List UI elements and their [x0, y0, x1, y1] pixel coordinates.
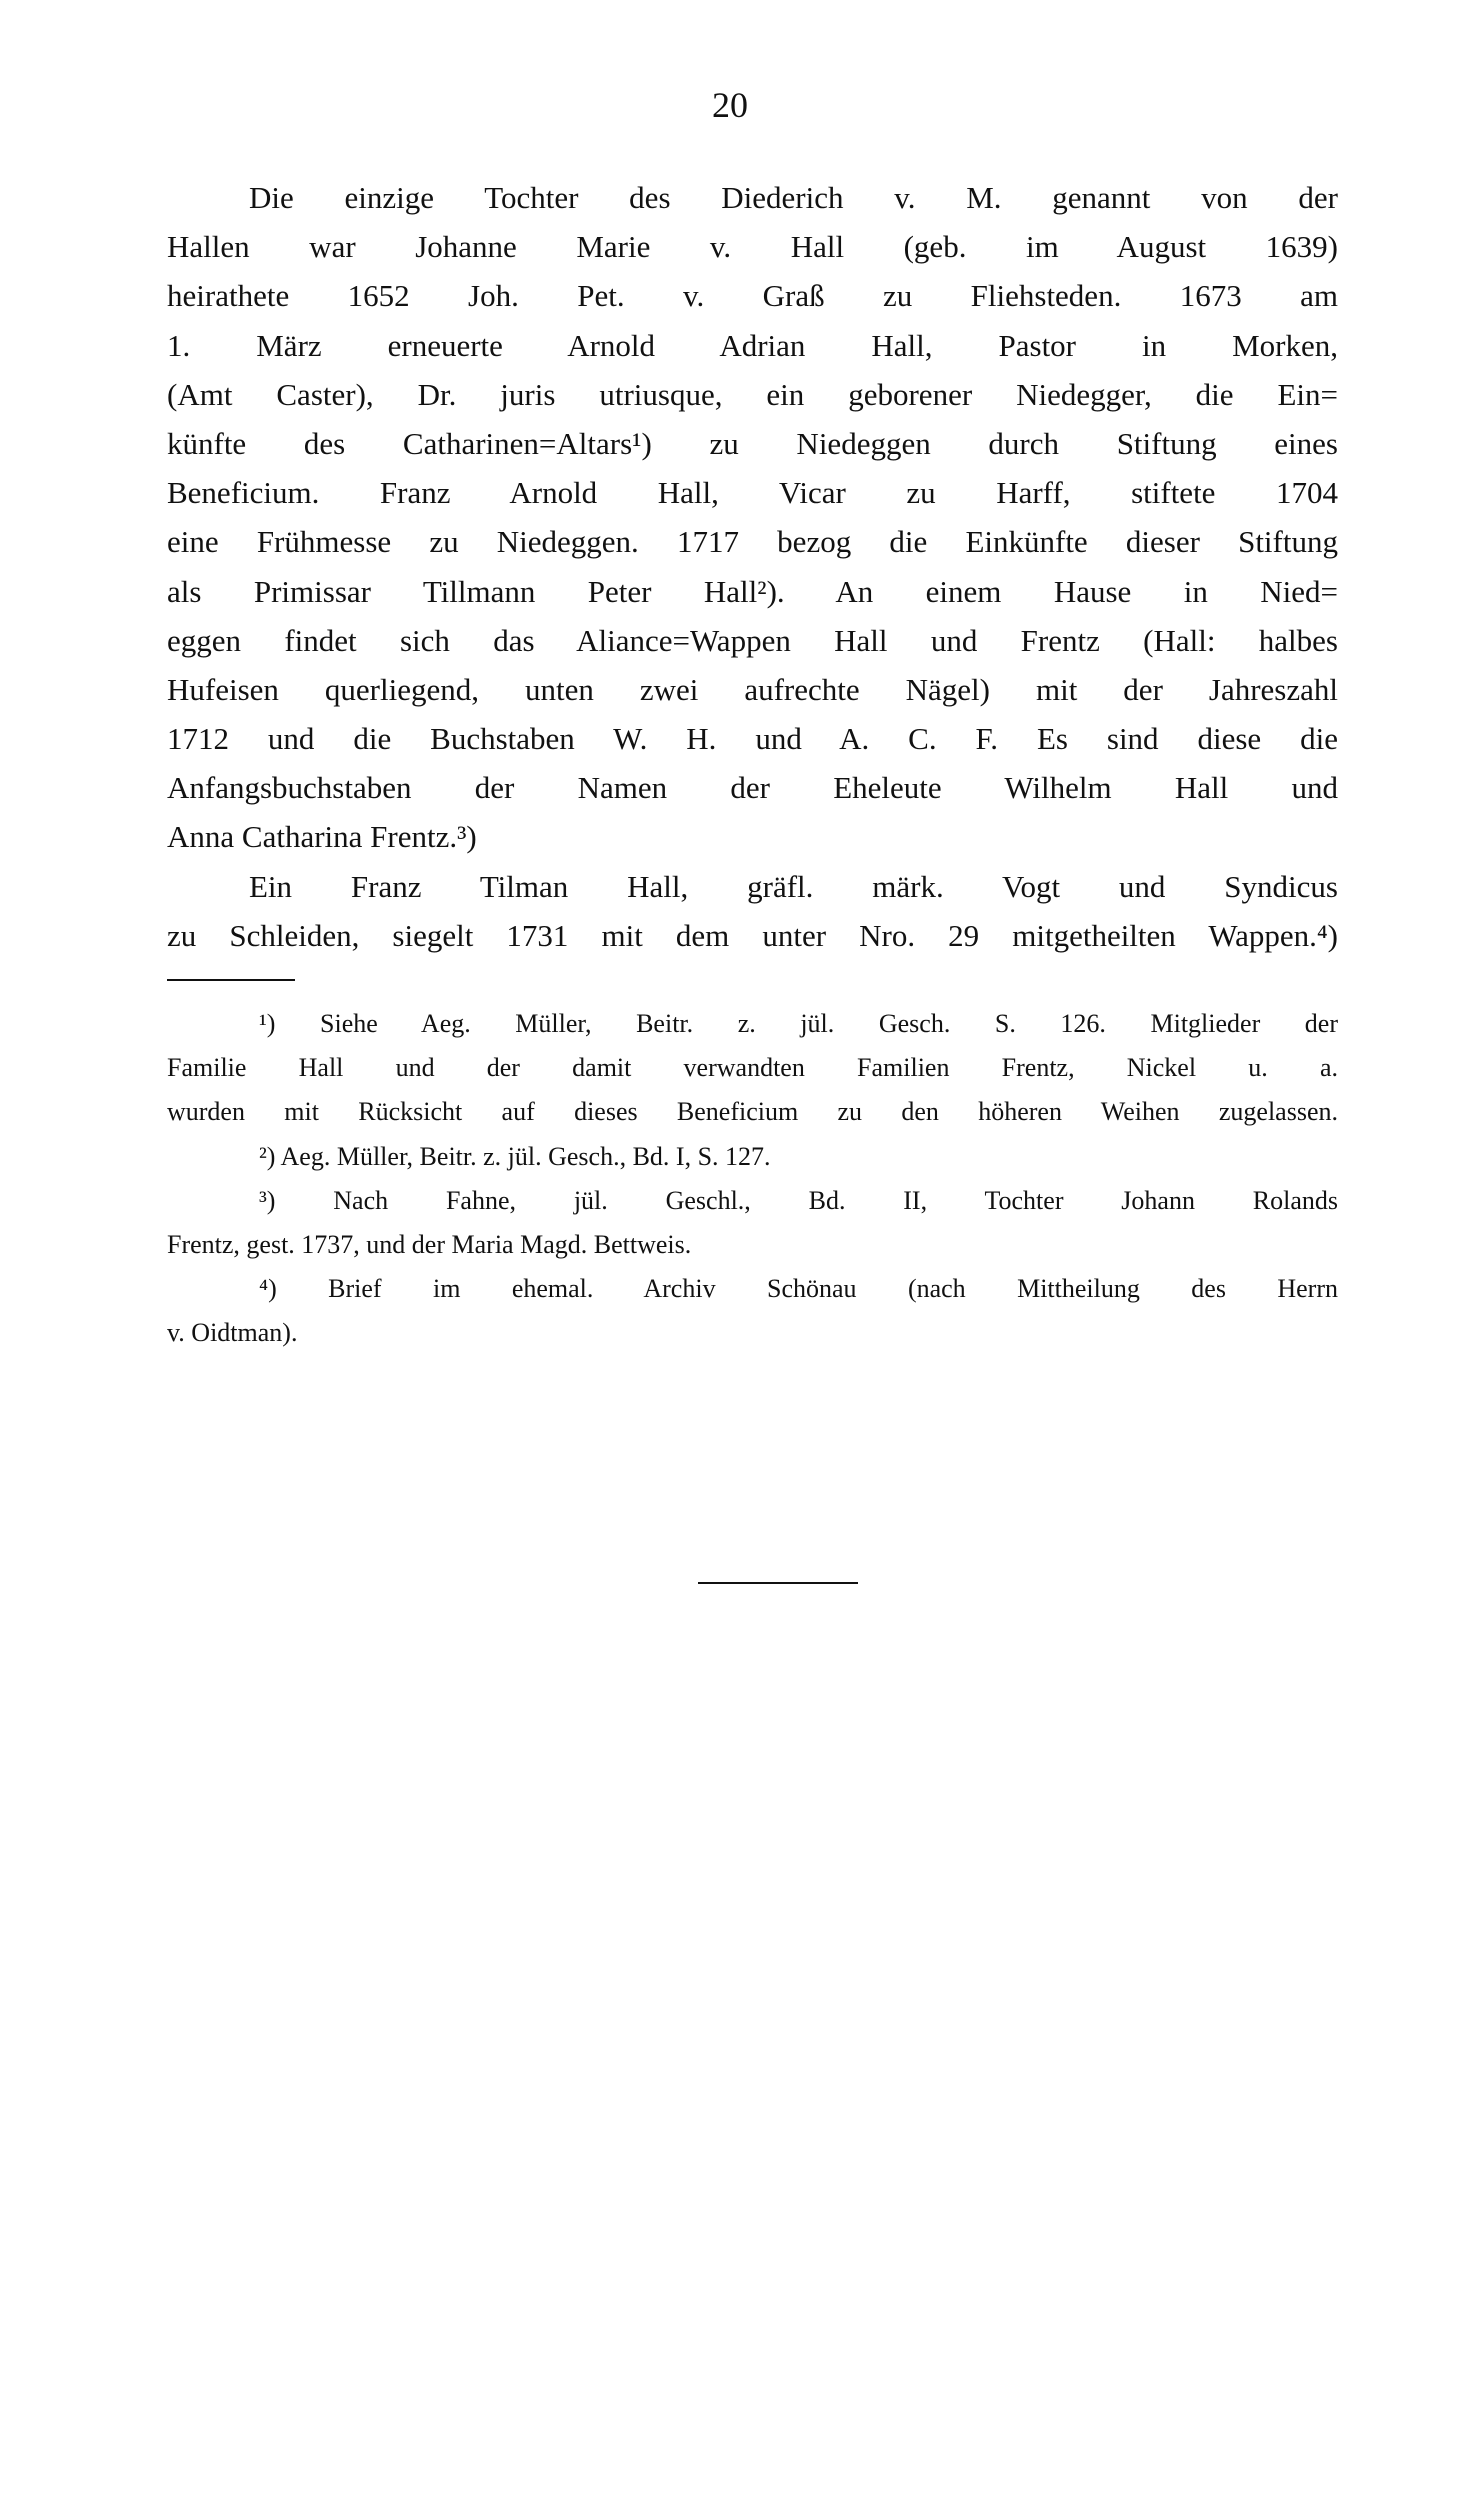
body-line: als Primissar Tillmann Peter Hall²). An einem Hause in Nied= [167, 573, 1338, 609]
body-line: zu Schleiden, siegelt 1731 mit dem unter Nro. 29 mitgetheilten Wappen.⁴) [167, 917, 1338, 953]
footnote-line: ³) Nach Fahne, jül. Geschl., Bd. II, Tochter Johann Rolands [259, 1185, 1338, 1215]
end-rule [698, 1582, 858, 1584]
footnote-line: Familie Hall und der damit verwandten Familien Frentz, Nickel u. a. [167, 1053, 1338, 1083]
footnote-line: ¹) Siehe Aeg. Müller, Beitr. z. jül. Gesch. S. 126. Mitglieder der [259, 1009, 1338, 1038]
footnote-separator [167, 979, 295, 981]
body-line: Die einzige Tochter des Diederich v. M. genannt von der [249, 180, 1338, 215]
body-text [167, 176, 1338, 963]
footnote-line: Frentz, gest. 1737, und der Maria Magd. Bettweis. [167, 1229, 692, 1259]
body-line: Hufeisen querliegend, unten zwei aufrechte Nägel) mit der Jahreszahl [167, 671, 1338, 707]
footnote-line: ⁴) Brief im ehemal. Archiv Schönau (nach Mittheilung des Herrn [259, 1274, 1338, 1304]
body-line: Ein Franz Tilman Hall, gräfl. märk. Vogt und Syndicus [249, 868, 1338, 904]
body-line: Anfangsbuchstaben der Namen der Eheleute Wilhelm Hall und [167, 770, 1338, 806]
footnotes [167, 1004, 1338, 1358]
body-line: 1712 und die Buchstaben W. H. und A. C. F. Es sind diese die [167, 721, 1338, 757]
body-line: Anna Catharina Frentz.³) [167, 819, 477, 855]
body-line: eine Frühmesse zu Niedeggen. 1717 bezog die Einkünfte dieser Stiftung [167, 524, 1338, 560]
footnote-line: v. Oidtman). [167, 1318, 298, 1348]
body-line: 1. März erneuerte Arnold Adrian Hall, Pastor in Morken, [167, 327, 1338, 363]
body-line: Hallen war Johanne Marie v. Hall (geb. im August 1639) [167, 229, 1338, 265]
body-line: Beneficium. Franz Arnold Hall, Vicar zu Harff, stiftete 1704 [167, 475, 1338, 511]
body-line: heirathete 1652 Joh. Pet. v. Graß zu Fliehsteden. 1673 am [167, 278, 1338, 314]
page-number: 20 [712, 85, 748, 125]
footnote-line: wurden mit Rücksicht auf dieses Beneficium zu den höheren Weihen zugelassen. [167, 1097, 1338, 1127]
footnote-line: ²) Aeg. Müller, Beitr. z. jül. Gesch., Bd. I, S. 127. [259, 1141, 771, 1171]
body-line: künfte des Catharinen=Altars¹) zu Niedeggen durch Stiftung eines [167, 425, 1338, 461]
body-line: (Amt Caster), Dr. juris utriusque, ein geborener Niedegger, die Ein= [167, 376, 1338, 412]
body-line: eggen findet sich das Aliance=Wappen Hall und Frentz (Hall: halbes [167, 622, 1338, 658]
